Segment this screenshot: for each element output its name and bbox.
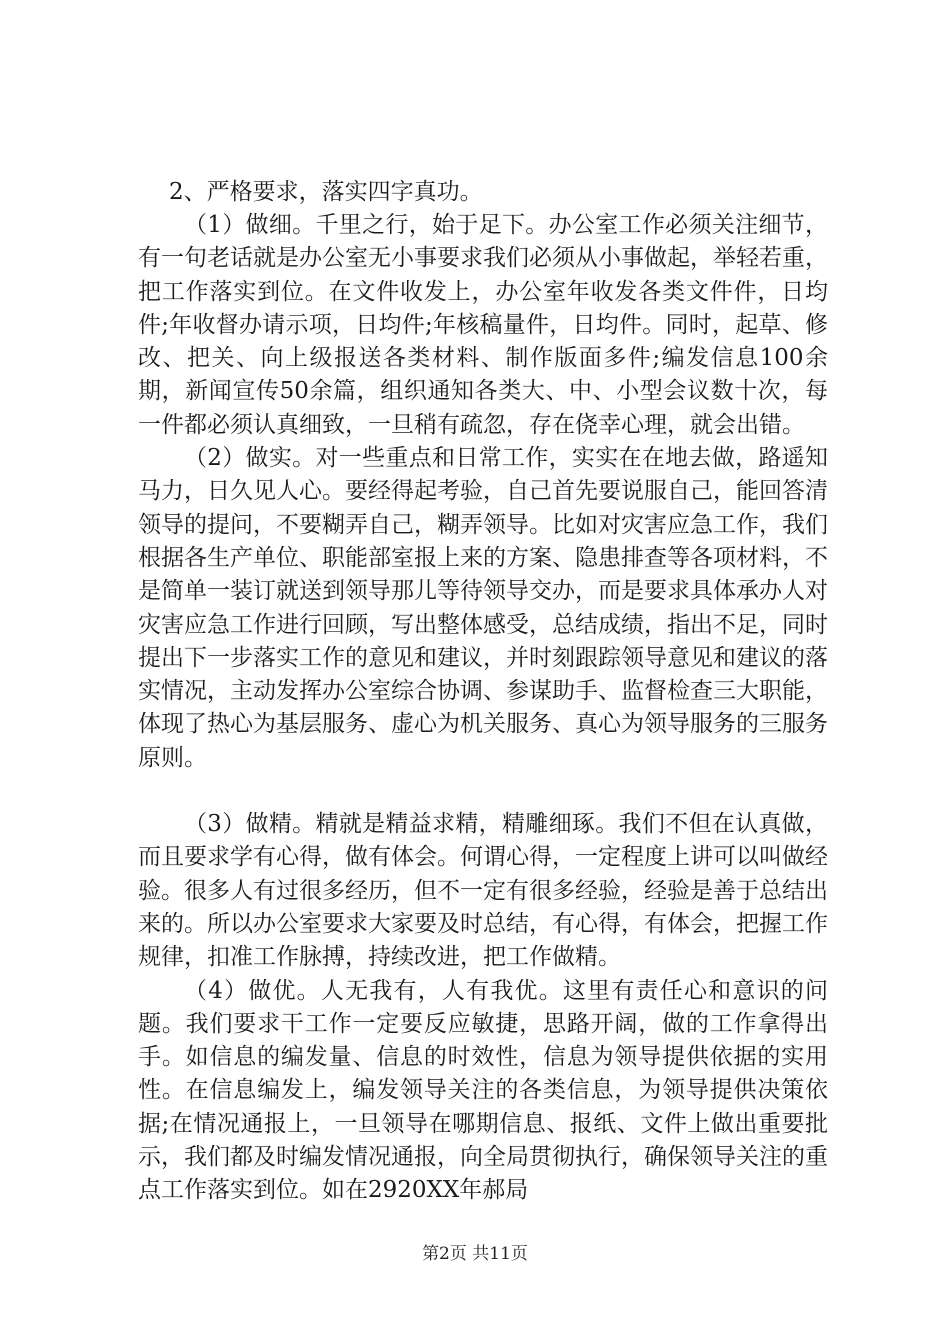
paragraph-zuoyou: （4）做优。人无我有，人有我优。这里有责任心和意识的问题。我们要求干工作一定要反应敏捷，思路开阔，做的工作拿得出手。如信息的编发量、信息的时效性，信息为领导提供依据的实用性。在信息编发上，编发领导关注的各类信息，为领导提供决策依据;在情况通报上，一旦领导在哪期信息、报纸、文件上做出重要批示，我们都及时编发情况通报，向全局贯彻执行，确保领导关注的重点工作落实到位。如在2920XX年郝局	[138, 977, 828, 1204]
paragraph-zuoshi: （2）做实。对一些重点和日常工作，实实在在地去做，路遥知马力，日久见人心。要经得起考验，自己首先要说服自己，能回答清领导的提问，不要糊弄自己，糊弄领导。比如对灾害应急工作，我们根据各生产单位、职能部室报上来的方案、隐患排查等各项材料，不是简单一装订就送到领导那儿等待领导交办，而是要求具体承办人对灾害应急工作进行回顾，写出整体感受，总结成绩，指出不足，同时提出下一步落实工作的意见和建议，并时刻跟踪领导意见和建议的落实情况，主动发挥办公室综合协调、参谋助手、监督检查三大职能，体现了热心为基层服务、虚心为机关服务、真心为领导服务的三服务原则。	[138, 445, 828, 771]
paragraph-zuoxi: （1）做细。千里之行，始于足下。办公室工作必须关注细节，有一句老话就是办公室无小事要求我们必须从小事做起，举轻若重，把工作落实到位。在文件收发上，办公室年收发各类文件件，日均件;年收督办请示项，日均件;年核稿量件，日均件。同时，起草、修改、把关、向上级报送各类材料、制作版面多件;编发信息100余期，新闻宣传50余篇，组织通知各类大、中、小型会议数十次，每一件都必须认真细致，一旦稍有疏忽，存在侥幸心理，就会出错。	[138, 212, 828, 438]
document-body	[138, 176, 828, 1208]
section-heading: 2、严格要求，落实四字真功。	[169, 179, 483, 205]
page-number-footer: 第2页 共11页	[422, 1244, 528, 1264]
paragraph-zuojing: （3）做精。精就是精益求精，精雕细琢。我们不但在认真做，而且要求学有心得，做有体会。何谓心得，一定程度上讲可以叫做经验。很多人有过很多经历，但不一定有很多经验，经验是善于总结出来的。所以办公室要求大家要及时总结，有心得，有体会，把握工作规律，扣准工作脉搏，持续改进，把工作做精。	[138, 811, 828, 971]
